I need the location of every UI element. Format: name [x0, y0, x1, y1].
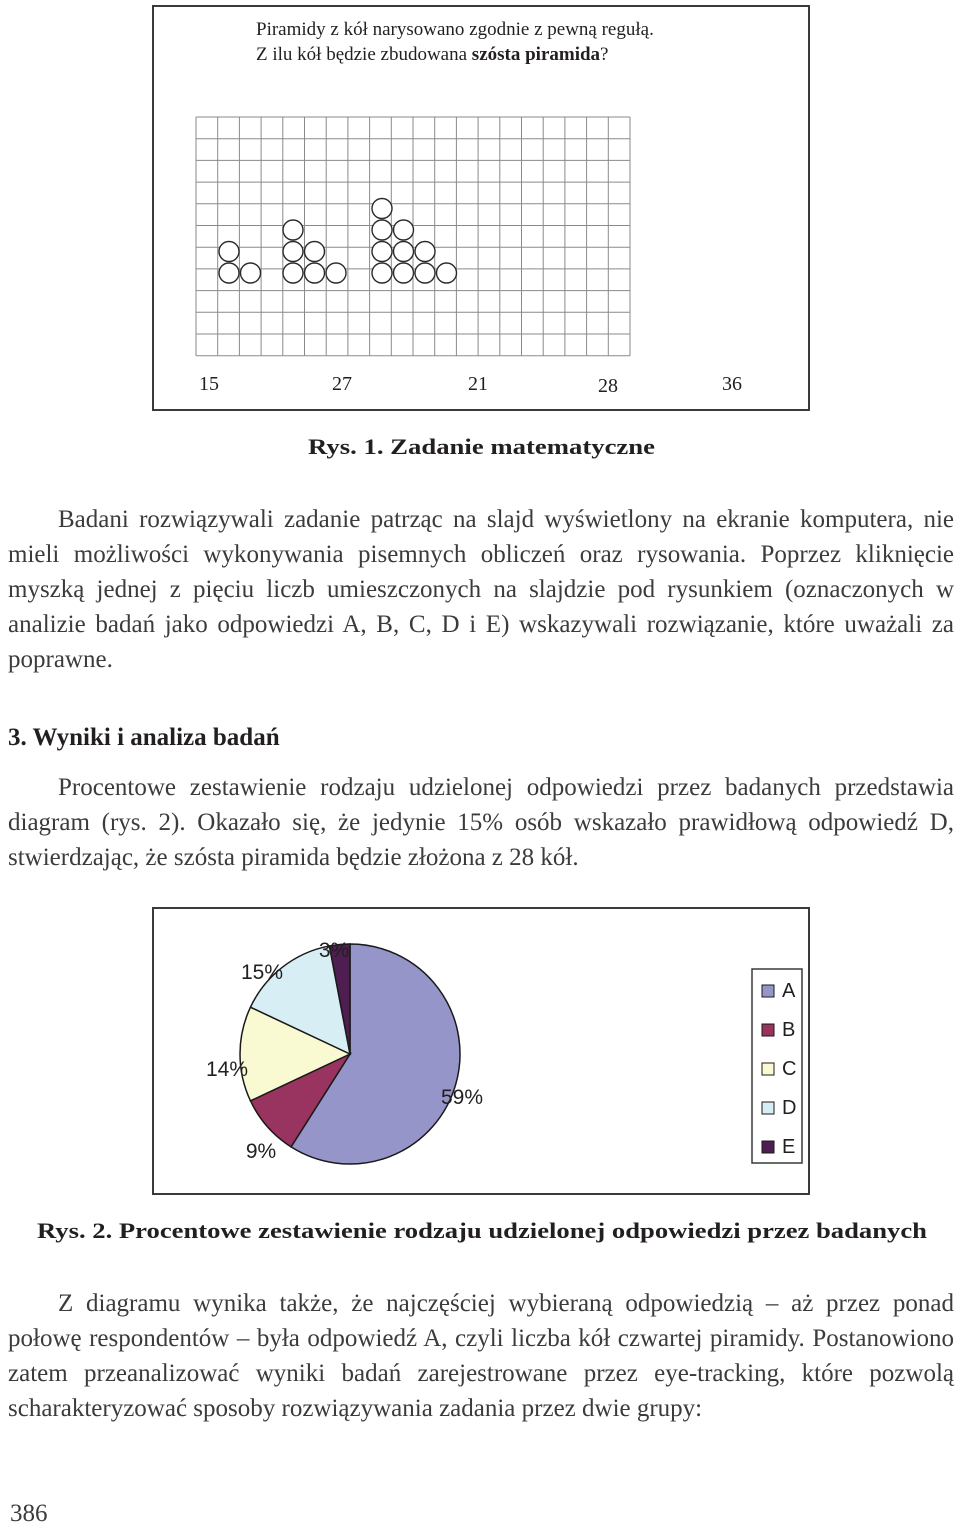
figure-1-caption: Rys. 1. Zadanie matematyczne [308, 434, 655, 459]
legend-swatch-d [762, 1102, 774, 1114]
figure-2-caption: Rys. 2. Procentowe zestawienie rodzaju udzielonej odpowiedzi przez badanych [37, 1218, 927, 1243]
pyramid-circle [372, 263, 392, 283]
pyramid-circle [305, 242, 325, 262]
pyramid-circle [415, 263, 435, 283]
answer-option-d[interactable]: 28 [598, 375, 618, 397]
answer-option-e[interactable]: 36 [722, 373, 742, 395]
legend-label-b: B [782, 1019, 796, 1041]
pyramid-circle [283, 242, 303, 262]
pyramid-circle [372, 220, 392, 240]
answer-option-a[interactable]: 15 [199, 373, 219, 395]
legend-swatch-c [762, 1063, 774, 1075]
legend-swatch-a [762, 985, 774, 997]
pyramid-2 [283, 220, 346, 283]
slide-question-mark: ? [600, 44, 609, 65]
paragraph-method-text: Badani rozwiązywali zadanie patrząc na slajd wyświetlony na ekranie komputera, nie mieli możliwości wykonywania pisemnych obliczeń oraz rysowania. Poprzez kliknięcie myszką jednej z pięciu liczb umieszczonych na slajdzie pod rysunkiem (oznaczonych w analizie badań jako odpowiedzi A, B, C, D i E) wskazywali rozwiązanie, które uważali za poprawne. [8, 506, 954, 673]
legend-label-d: D [782, 1097, 797, 1119]
legend-label-a: A [782, 980, 796, 1002]
pie-label-b: 9% [245, 1140, 277, 1163]
pie-label-a: 59% [440, 1086, 484, 1109]
pyramid-circle [283, 263, 303, 283]
answer-option-b[interactable]: 27 [332, 373, 352, 395]
paragraph-discussion [8, 1286, 954, 1426]
pyramid-circle [219, 263, 239, 283]
pyramid-circle [394, 263, 414, 283]
pyramid-grid [154, 7, 808, 409]
paragraph-method [8, 502, 954, 677]
paragraph-discussion-text: Z diagramu wynika także, że najczęściej wybieraną odpowiedzią – aż przez ponad połowę respondentów – była odpowiedź A, czyli liczba kół czwartej piramidy. Postanowiono zatem przeanalizować wyniki badań zarejestrowane przez eye-tracking, które pozwolą scharakteryzować sposoby rozwiązywania zadania przez dwie grupy: [8, 1290, 954, 1422]
pie-label-d: 15% [240, 961, 284, 984]
pyramid-circle [326, 263, 346, 283]
chart-legend [752, 969, 802, 1163]
pie-label-c: 14% [205, 1058, 249, 1081]
figure-1-slide [152, 5, 810, 411]
legend-label-c: C [782, 1058, 797, 1080]
legend-label-e: E [782, 1136, 796, 1158]
pyramid-circle [394, 220, 414, 240]
pyramid-circle [415, 242, 435, 262]
slide-question-line1: Piramidy z kół narysowano zgodnie z pewną regułą. [256, 19, 654, 40]
legend-swatch-e [762, 1141, 774, 1153]
legend-swatch-b [762, 1024, 774, 1036]
pyramid-circle [372, 199, 392, 219]
pie-chart [154, 909, 808, 1193]
pie-label-e: 3% [318, 939, 350, 962]
pyramid-circle [305, 263, 325, 283]
page-number: 386 [10, 1500, 48, 1527]
paragraph-results [8, 770, 954, 875]
pyramid-circle [394, 242, 414, 262]
pyramid-circle [241, 263, 261, 283]
slide-question-emphasis: szósta piramida [471, 44, 601, 65]
grid-lines [196, 117, 630, 356]
pyramid-circle [219, 242, 239, 262]
slide-question-text: Z ilu kół będzie zbudowana [256, 44, 472, 65]
pyramid-circle [283, 220, 303, 240]
section-heading: 3. Wyniki i analiza badań [8, 724, 280, 751]
pyramid-circle [437, 263, 457, 283]
answer-option-c[interactable]: 21 [468, 373, 488, 395]
paragraph-results-text: Procentowe zestawienie rodzaju udzielonej odpowiedzi przez badanych przedstawia diagram (rys. 2). Okazało się, że jedynie 15% osób wskazało prawidłową odpowiedź D, stwierdzając, że szósta piramida będzie złożona z 28 kół. [8, 774, 954, 871]
figure-2-chart [152, 907, 810, 1195]
pyramid-3 [372, 199, 457, 284]
pyramid-circle [372, 242, 392, 262]
